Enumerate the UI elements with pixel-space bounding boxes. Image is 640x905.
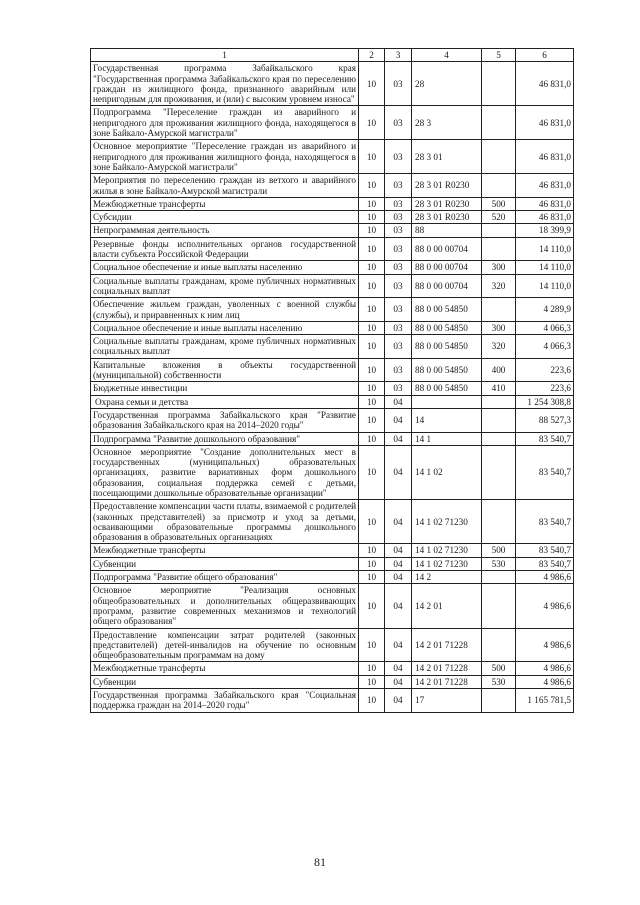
subsection-code-cell: 03	[385, 211, 412, 224]
amount-cell: 46 831,0	[516, 211, 574, 224]
amount-cell: 83 540,7	[516, 445, 574, 499]
section-code-cell: 10	[359, 675, 385, 688]
target-article-code-cell: 14 2 01 71228	[412, 675, 482, 688]
expense-type-code-cell: 300	[482, 321, 516, 334]
table-row	[91, 106, 574, 140]
subsection-code-cell: 04	[385, 544, 412, 557]
section-code-cell: 10	[359, 584, 385, 628]
amount-cell: 46 831,0	[516, 62, 574, 106]
table-row	[91, 224, 574, 237]
table-row	[91, 571, 574, 584]
amount-cell: 4 066,3	[516, 335, 574, 359]
item-name-cell: Межбюджетные трансферты	[91, 544, 359, 557]
amount-cell: 4 066,3	[516, 321, 574, 334]
expense-type-code-cell	[482, 224, 516, 237]
target-article-code-cell: 14 2 01	[412, 584, 482, 628]
amount-cell: 83 540,7	[516, 544, 574, 557]
expense-type-code-cell: 500	[482, 662, 516, 675]
target-article-code-cell: 14 2	[412, 571, 482, 584]
item-name-cell: Субвенции	[91, 557, 359, 570]
subsection-code-cell: 04	[385, 432, 412, 445]
subsection-code-cell: 03	[385, 335, 412, 359]
expense-type-code-cell: 530	[482, 557, 516, 570]
table-row	[91, 395, 574, 408]
expense-type-code-cell	[482, 62, 516, 106]
section-code-cell: 10	[359, 408, 385, 432]
expense-type-code-cell: 320	[482, 274, 516, 298]
item-name-cell: Основное мероприятие "Реализация основных общеобразовательных и дополнительных общеразвивающих программ, развитие современных механизмов и технологий общего образования"	[91, 584, 359, 628]
table-row	[91, 445, 574, 499]
table-row	[91, 321, 574, 334]
item-name-cell: Подпрограмма "Переселение граждан из аварийного и непригодного для проживания жилищного фонда, находящегося в зоне Байкало-Амурской магистрали"	[91, 106, 359, 140]
subsection-code-cell: 03	[385, 358, 412, 382]
amount-cell: 4 289,9	[516, 298, 574, 322]
subsection-code-cell: 03	[385, 140, 412, 174]
amount-cell: 46 831,0	[516, 197, 574, 210]
budget-table	[90, 48, 574, 713]
table-row	[91, 500, 574, 544]
table-row	[91, 140, 574, 174]
amount-cell: 4 986,6	[516, 675, 574, 688]
target-article-code-cell: 88 0 00 54850	[412, 358, 482, 382]
target-article-code-cell: 88	[412, 224, 482, 237]
expense-type-code-cell: 520	[482, 211, 516, 224]
subsection-code-cell: 03	[385, 62, 412, 106]
item-name-cell: Государственная программа Забайкальского края "Развитие образования Забайкальского края на 2014–2020 годы"	[91, 408, 359, 432]
target-article-code-cell: 88 0 00 54850	[412, 382, 482, 395]
target-article-code-cell: 14 1 02 71230	[412, 544, 482, 557]
header-row	[91, 49, 574, 62]
section-code-cell: 10	[359, 321, 385, 334]
amount-cell: 88 527,3	[516, 408, 574, 432]
table-row	[91, 211, 574, 224]
subsection-code-cell: 04	[385, 571, 412, 584]
table-row	[91, 382, 574, 395]
section-code-cell: 10	[359, 689, 385, 713]
section-code-cell: 10	[359, 571, 385, 584]
subsection-code-cell: 03	[385, 382, 412, 395]
header-cell-5: 5	[482, 49, 516, 62]
section-code-cell: 10	[359, 224, 385, 237]
expense-type-code-cell	[482, 408, 516, 432]
item-name-cell: Социальные выплаты гражданам, кроме публичных нормативных социальных выплат	[91, 335, 359, 359]
subsection-code-cell: 03	[385, 321, 412, 334]
expense-type-code-cell	[482, 584, 516, 628]
target-article-code-cell: 28 3 01 R0230	[412, 197, 482, 210]
target-article-code-cell: 88 0 00 00704	[412, 237, 482, 261]
section-code-cell: 10	[359, 544, 385, 557]
amount-cell: 83 540,7	[516, 500, 574, 544]
target-article-code-cell: 88 0 00 00704	[412, 274, 482, 298]
table-row	[91, 675, 574, 688]
subsection-code-cell: 04	[385, 557, 412, 570]
subsection-code-cell: 03	[385, 261, 412, 274]
item-name-cell: Государственная программа Забайкальского края "Государственная программа Забайкальского края по переселению граждан из жилищного фонда, признанного аварийным или непригодным для проживания, и (или) с высоким уровнем износа"	[91, 62, 359, 106]
table-body	[91, 49, 574, 713]
expense-type-code-cell	[482, 432, 516, 445]
amount-cell: 83 540,7	[516, 557, 574, 570]
section-code-cell: 10	[359, 557, 385, 570]
item-name-cell: Обеспечение жильем граждан, уволенных с военной службы (службы), и приравненных к ним лиц	[91, 298, 359, 322]
table-row	[91, 358, 574, 382]
target-article-code-cell: 14 2 01 71228	[412, 628, 482, 662]
target-article-code-cell: 14 1 02	[412, 445, 482, 499]
amount-cell: 83 540,7	[516, 432, 574, 445]
subsection-code-cell: 04	[385, 395, 412, 408]
section-code-cell: 10	[359, 395, 385, 408]
amount-cell: 223,6	[516, 382, 574, 395]
target-article-code-cell: 28 3 01 R0230	[412, 174, 482, 198]
expense-type-code-cell	[482, 689, 516, 713]
section-code-cell: 10	[359, 174, 385, 198]
amount-cell: 4 986,6	[516, 662, 574, 675]
item-name-cell: Охрана семьи и детства	[91, 395, 359, 408]
section-code-cell: 10	[359, 358, 385, 382]
target-article-code-cell: 14 1 02 71230	[412, 500, 482, 544]
expense-type-code-cell	[482, 237, 516, 261]
table-row	[91, 62, 574, 106]
expense-type-code-cell	[482, 500, 516, 544]
subsection-code-cell: 03	[385, 174, 412, 198]
section-code-cell: 10	[359, 261, 385, 274]
section-code-cell: 10	[359, 382, 385, 395]
section-code-cell: 10	[359, 335, 385, 359]
subsection-code-cell: 03	[385, 274, 412, 298]
amount-cell: 1 165 781,5	[516, 689, 574, 713]
subsection-code-cell: 04	[385, 689, 412, 713]
target-article-code-cell: 28 3 01 R0230	[412, 211, 482, 224]
expense-type-code-cell: 530	[482, 675, 516, 688]
expense-type-code-cell	[482, 106, 516, 140]
expense-type-code-cell	[482, 628, 516, 662]
subsection-code-cell: 03	[385, 106, 412, 140]
expense-type-code-cell: 300	[482, 261, 516, 274]
target-article-code-cell: 14	[412, 408, 482, 432]
header-cell-6: 6	[516, 49, 574, 62]
amount-cell: 14 110,0	[516, 261, 574, 274]
subsection-code-cell: 04	[385, 662, 412, 675]
section-code-cell: 10	[359, 274, 385, 298]
item-name-cell: Подпрограмма "Развитие общего образования"	[91, 571, 359, 584]
item-name-cell: Бюджетные инвестиции	[91, 382, 359, 395]
section-code-cell: 10	[359, 62, 385, 106]
section-code-cell: 10	[359, 298, 385, 322]
subsection-code-cell: 04	[385, 675, 412, 688]
expense-type-code-cell	[482, 174, 516, 198]
amount-cell: 46 831,0	[516, 174, 574, 198]
table-row	[91, 197, 574, 210]
table-row	[91, 584, 574, 628]
header-cell-2: 2	[359, 49, 385, 62]
amount-cell: 223,6	[516, 358, 574, 382]
table-row	[91, 174, 574, 198]
header-cell-3: 3	[385, 49, 412, 62]
item-name-cell: Резервные фонды исполнительных органов государственной власти субъекта Российской Федерации	[91, 237, 359, 261]
item-name-cell: Непрограммная деятельность	[91, 224, 359, 237]
amount-cell: 46 831,0	[516, 140, 574, 174]
expense-type-code-cell	[482, 445, 516, 499]
table-row	[91, 557, 574, 570]
subsection-code-cell: 03	[385, 237, 412, 261]
subsection-code-cell: 03	[385, 298, 412, 322]
section-code-cell: 10	[359, 237, 385, 261]
table-row	[91, 662, 574, 675]
subsection-code-cell: 03	[385, 224, 412, 237]
section-code-cell: 10	[359, 211, 385, 224]
expense-type-code-cell: 400	[482, 358, 516, 382]
item-name-cell: Предоставление компенсации затрат родителей (законных представителей) детей-инвалидов на обучение по основным общеобразовательным программам на дому	[91, 628, 359, 662]
table-row	[91, 335, 574, 359]
target-article-code-cell: 28	[412, 62, 482, 106]
target-article-code-cell: 88 0 00 54850	[412, 335, 482, 359]
section-code-cell: 10	[359, 432, 385, 445]
target-article-code-cell: 88 0 00 54850	[412, 298, 482, 322]
section-code-cell: 10	[359, 628, 385, 662]
table-row	[91, 689, 574, 713]
item-name-cell: Мероприятия по переселению граждан из ветхого и аварийного жилья в зоне Байкало-Амурской магистрали	[91, 174, 359, 198]
subsection-code-cell: 03	[385, 197, 412, 210]
amount-cell: 4 986,6	[516, 584, 574, 628]
header-cell-4: 4	[412, 49, 482, 62]
table-row	[91, 261, 574, 274]
table-row	[91, 298, 574, 322]
section-code-cell: 10	[359, 662, 385, 675]
amount-cell: 18 399,9	[516, 224, 574, 237]
subsection-code-cell: 04	[385, 500, 412, 544]
subsection-code-cell: 04	[385, 445, 412, 499]
item-name-cell: Основное мероприятие "Переселение граждан из аварийного и непригодного для проживания жилищного фонда, находящегося в зоне Байкало-Амурской магистрали"	[91, 140, 359, 174]
item-name-cell: Межбюджетные трансферты	[91, 662, 359, 675]
subsection-code-cell: 04	[385, 584, 412, 628]
item-name-cell: Подпрограмма "Развитие дошкольного образования"	[91, 432, 359, 445]
item-name-cell: Социальное обеспечение и иные выплаты населению	[91, 321, 359, 334]
page-number: 81	[314, 855, 326, 869]
item-name-cell: Социальные выплаты гражданам, кроме публичных нормативных социальных выплат	[91, 274, 359, 298]
expense-type-code-cell: 500	[482, 197, 516, 210]
item-name-cell: Государственная программа Забайкальского края "Социальная поддержка граждан на 2014–2020 годы"	[91, 689, 359, 713]
item-name-cell: Субсидии	[91, 211, 359, 224]
table-row	[91, 274, 574, 298]
target-article-code-cell: 14 2 01 71228	[412, 662, 482, 675]
target-article-code-cell: 28 3	[412, 106, 482, 140]
amount-cell: 4 986,6	[516, 571, 574, 584]
expense-type-code-cell	[482, 140, 516, 174]
subsection-code-cell: 04	[385, 628, 412, 662]
target-article-code-cell: 14 1	[412, 432, 482, 445]
amount-cell: 46 831,0	[516, 106, 574, 140]
target-article-code-cell: 14 1 02 71230	[412, 557, 482, 570]
section-code-cell: 10	[359, 106, 385, 140]
amount-cell: 14 110,0	[516, 274, 574, 298]
table-row	[91, 628, 574, 662]
item-name-cell: Межбюджетные трансферты	[91, 197, 359, 210]
section-code-cell: 10	[359, 500, 385, 544]
item-name-cell: Основное мероприятие "Создание дополнительных мест в государственных (муниципальных) образовательных организациях, развитие вариативных форм дошкольного образования, социальная поддержка семей с детьми, посещающими дошкольные образовательные организации"	[91, 445, 359, 499]
item-name-cell: Капитальные вложения в объекты государственной (муниципальной) собственности	[91, 358, 359, 382]
table-row	[91, 408, 574, 432]
amount-cell: 4 986,6	[516, 628, 574, 662]
target-article-code-cell: 28 3 01	[412, 140, 482, 174]
section-code-cell: 10	[359, 445, 385, 499]
table-row	[91, 544, 574, 557]
item-name-cell: Субвенции	[91, 675, 359, 688]
target-article-code-cell: 88 0 00 00704	[412, 261, 482, 274]
target-article-code-cell: 88 0 00 54850	[412, 321, 482, 334]
item-name-cell: Предоставление компенсации части платы, взимаемой с родителей (законных представителей) за присмотр и уход за детьми, осваивающими образовательные программы дошкольного образования в образовательных организациях	[91, 500, 359, 544]
section-code-cell: 10	[359, 197, 385, 210]
header-cell-1: 1	[91, 49, 359, 62]
item-name-cell: Социальное обеспечение и иные выплаты населению	[91, 261, 359, 274]
expense-type-code-cell: 410	[482, 382, 516, 395]
expense-type-code-cell	[482, 298, 516, 322]
table-row	[91, 237, 574, 261]
expense-type-code-cell: 500	[482, 544, 516, 557]
expense-type-code-cell	[482, 571, 516, 584]
expense-type-code-cell	[482, 395, 516, 408]
section-code-cell: 10	[359, 140, 385, 174]
table-row	[91, 432, 574, 445]
subsection-code-cell: 04	[385, 408, 412, 432]
target-article-code-cell: 17	[412, 689, 482, 713]
amount-cell: 1 254 308,8	[516, 395, 574, 408]
amount-cell: 14 110,0	[516, 237, 574, 261]
target-article-code-cell	[412, 395, 482, 408]
expense-type-code-cell: 320	[482, 335, 516, 359]
